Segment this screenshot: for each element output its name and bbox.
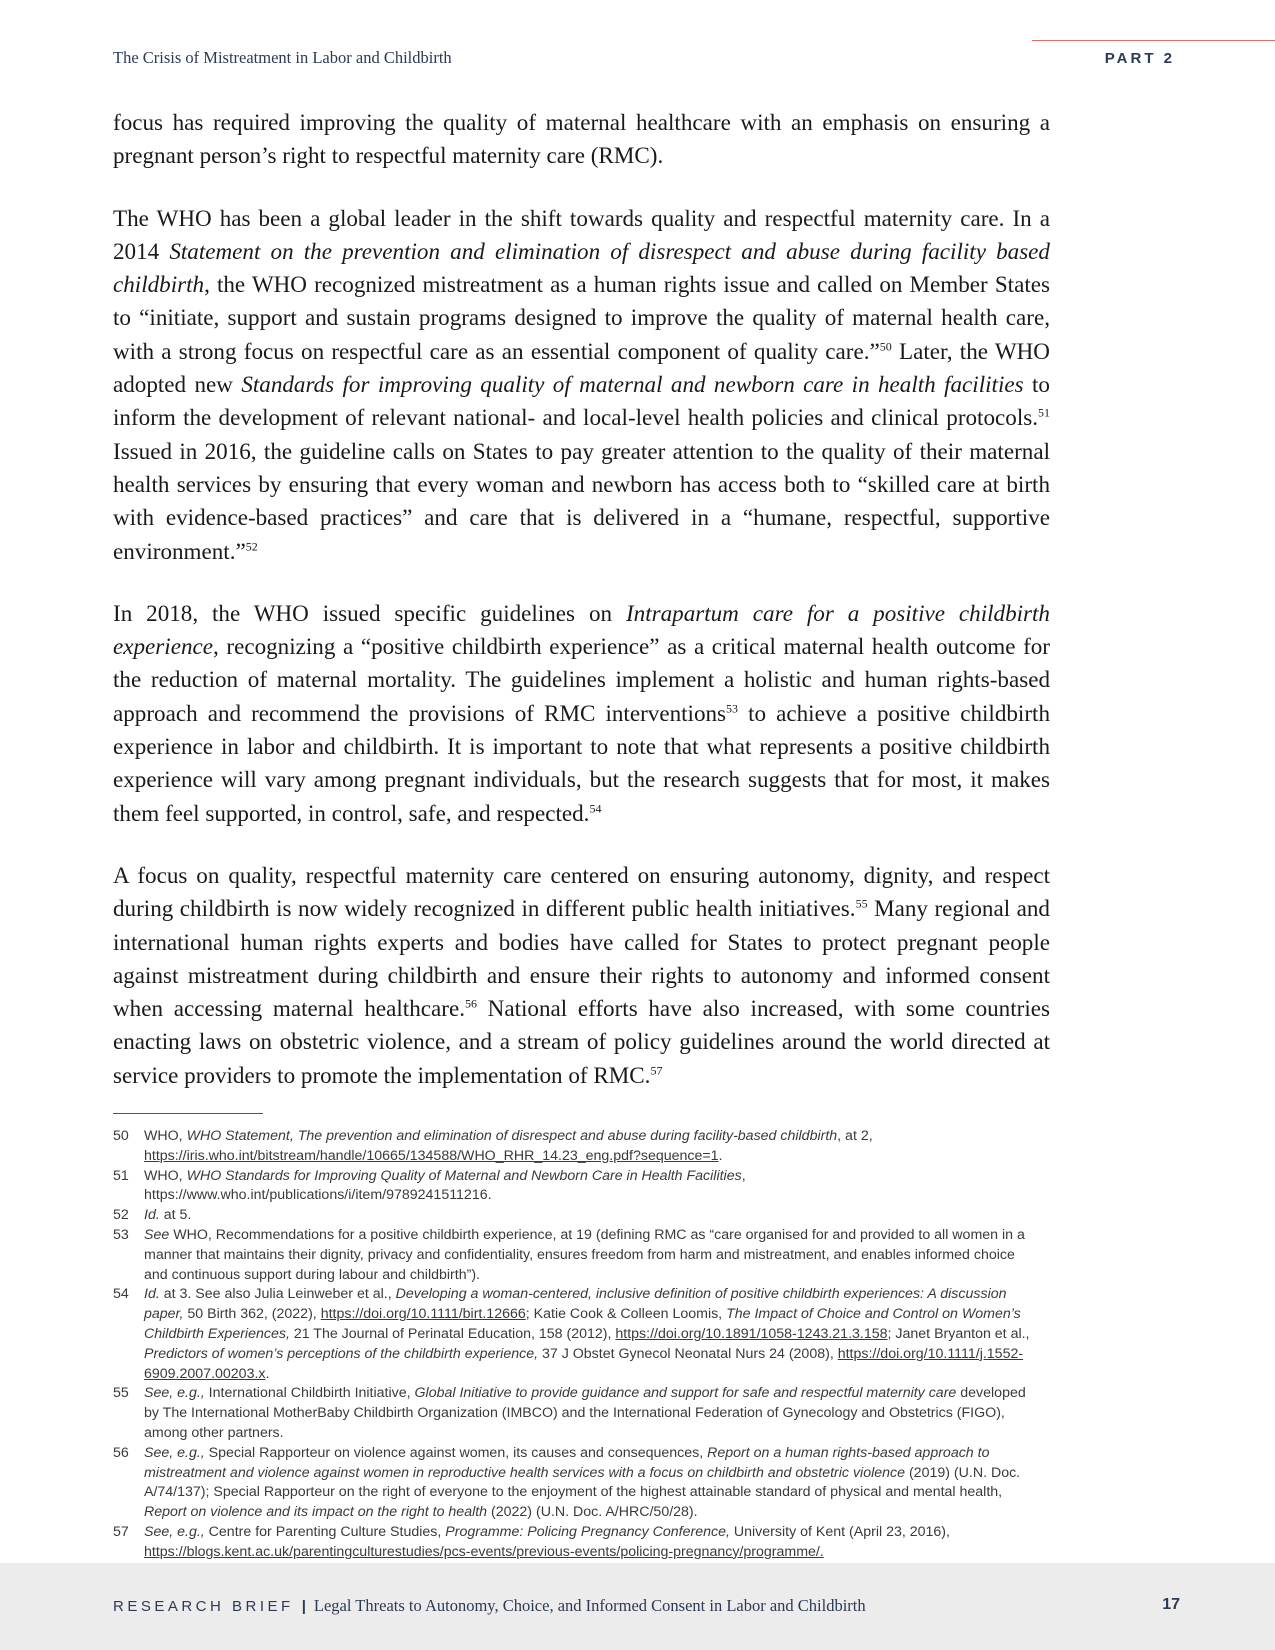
footnote-link[interactable]: https://doi.org/10.1111/birt.12666 [320,1306,526,1323]
text-run: International Childbirth Initiative, [204,1385,415,1402]
text-run: WHO, [144,1128,187,1144]
italic-id: Id. [144,1207,160,1224]
footnote-link[interactable]: https://doi.org/10.1891/1058-1243.21.3.158 [615,1325,888,1342]
footnote-text [144,1384,1038,1443]
footnote-ref-51[interactable]: 51 [1038,405,1050,420]
italic-title: WHO Standards for Improving Quality of Maternal and Newborn Care in Health Facilities [186,1167,742,1184]
text-run: National efforts have also increased, with some countries enacting laws on obstetric violence, and a stream of policy guidelines around the world directed at service providers to promote the implementation of RMC. [113,995,1050,1088]
text-run: A focus on quality, respectful maternity care centered on ensuring autonomy, dignity, and respect during childbirth is now widely recognized in different public health initiatives. [113,861,1050,922]
text-run: 21 The Journal of Perinatal Education, 158 (2012), [289,1325,616,1342]
italic-title: Predictors of women’s perceptions of the childbirth experience, [144,1345,539,1362]
footnote-51 [113,1167,1038,1207]
page-number: 17 [1162,1596,1180,1613]
footnote-number: 56 [113,1444,129,1461]
text-run: The WHO has been a global leader in the shift towards quality and respectful maternity care. In a 2014 [113,204,1050,264]
footer-brief [113,1596,866,1616]
text-run: Special Rapporteur on violence against women, its causes and consequences, [204,1444,708,1461]
body-text [113,106,1050,1121]
text-run: University of Kent (April 23, 2016), [729,1523,950,1540]
footnote-link[interactable]: https://doi.org/10.1111/j.1552-6909.2007.00203.x [144,1345,1024,1382]
text-run: . [718,1147,723,1164]
text-run: , recognizing a “positive childbirth experience” as a critical maternal health outcome for the reduction of maternal mortality. The guidelines implement a holistic and human rights-based approach and recommend the provisions of RMC interventions [113,633,1050,726]
text-run: WHO, [144,1167,187,1184]
footnote-53 [113,1226,1038,1285]
text-run: at 3. See also Julia Leinweber et al., [159,1286,396,1303]
footnote-57 [113,1523,1038,1563]
text-run: In 2018, the WHO issued specific guidelines on [113,599,626,626]
italic-signal: See [144,1226,170,1243]
footnote-ref-57[interactable]: 57 [650,1063,663,1078]
text-run: Many regional and international human rights experts and bodies have called for States to protect pregnant people against mistreatment during childbirth and ensure their rights to autonomy and informed consent when accessing maternal healthcare. [113,895,1050,1022]
footnote-text [144,1127,1038,1167]
paragraph-2 [113,202,1050,568]
footnote-number: 57 [113,1523,129,1540]
text-run: (2019) (U.N. Doc. A/74/137); Special Rapporteur on the right of everyone to the enjoyment of the highest attainable standard of physical and mental health, [144,1464,1021,1501]
footer-brief-label: RESEARCH BRIEF [113,1598,294,1615]
footnote-50 [113,1127,1038,1167]
footnote-number: 50 [113,1128,129,1144]
page-footer [0,1563,1275,1650]
text-run: to achieve a positive childbirth experience in labor and childbirth. It is important to note that what represents a positive childbirth experience will vary among pregnant individuals, but the research suggests that for most, it makes them feel supported, in control, safe, and respected. [113,699,1050,826]
footnote-text [144,1206,1038,1226]
paragraph-3 [113,597,1050,830]
footnote-text [144,1167,1038,1207]
footnote-link[interactable]: https://iris.who.int/bitstream/handle/10665/134588/WHO_RHR_14.23_eng.pdf?sequence=1 [144,1147,719,1164]
text-run: developed by The International MotherBaby Childbirth Organization (IMBCO) and the International Federation of Gynecology and Obstetrics (FIGO), among other partners. [144,1385,1026,1441]
footnote-ref-55[interactable]: 55 [855,896,868,911]
text-run: (2022) (U.N. Doc. A/HRC/50/28). [487,1504,698,1521]
text-run: , the WHO recognized mistreatment as a human rights issue and called on Member States to “initiate, support and sustain programs designed to improve the quality of maternal health care, with a strong focus on respectful care as an essential component of quality care.” [113,271,1050,364]
italic-title: Developing a woman-centered, inclusive definition of positive childbirth experiences: A discussion paper, [144,1286,1007,1323]
running-header-part: PART 2 [1104,50,1175,67]
footnote-52 [113,1206,1038,1226]
footnote-number: 55 [113,1385,129,1402]
footnote-number: 52 [113,1207,129,1224]
italic-title: Global Initiative to provide guidance and support for safe and respectful maternity care [414,1385,957,1402]
italic-title: Statement on the prevention and elimination of disrespect and abuse during facility based childbirth [113,237,1050,298]
text-run: to inform the development of relevant national- and local-level health policies and clinical protocols. [113,371,1050,431]
footnote-55 [113,1384,1038,1443]
italic-title: WHO Statement, The prevention and elimination of disrespect and abuse during facility-based childbirth [186,1128,838,1144]
text-run: Issued in 2016, the guideline calls on States to pay greater attention to the quality of their maternal health services by ensuring that every woman and newborn has access both to “skilled care at birth with evidence-based practices” and care that is delivered in a “humane, respectful, supportive environment.” [113,437,1050,564]
text-run: 37 J Obstet Gynecol Neonatal Nurs 24 (2008), [538,1345,838,1362]
italic-signal: See, e.g., [144,1444,205,1461]
italic-id: Id. [144,1286,160,1303]
footnote-ref-52[interactable]: 52 [245,538,258,553]
footnote-link[interactable]: https://blogs.kent.ac.uk/parentingculturestudies/pcs-events/previous-events/policing-pregnancy/programme/. [144,1543,824,1560]
italic-title: Standards for improving quality of maternal and newborn care in health facilities [241,371,1024,398]
footnote-number: 53 [113,1226,129,1243]
footnote-ref-50[interactable]: 50 [879,339,892,354]
text-run: at 5. [159,1207,192,1224]
footnotes [113,1127,1038,1563]
footnote-ref-56[interactable]: 56 [464,996,477,1011]
footnote-separator [113,1113,263,1114]
text-run: Centre for Parenting Culture Studies, [204,1523,446,1540]
text-run: ; Katie Cook & Colleen Loomis, [525,1306,727,1323]
footer-title: Legal Threats to Autonomy, Choice, and Informed Consent in Labor and Childbirth [313,1596,866,1615]
text-run: , at 2, [837,1128,873,1144]
paragraph-1: focus has required improving the quality of maternal healthcare with an emphasis on ensuring a pregnant person’s right to respectful maternity care (RMC). [113,109,1050,169]
footnote-text [144,1285,1038,1384]
footnote-text [144,1523,1038,1563]
italic-title: Programme: Policing Pregnancy Conference, [445,1523,730,1540]
italic-signal: See, e.g., [144,1523,205,1540]
italic-title: The Impact of Choice and Control on Women’s Childbirth Experiences, [144,1306,1021,1342]
footnote-number: 51 [113,1167,129,1184]
text-run: , https://www.who.int/publications/i/item/9789241511216. [144,1167,746,1204]
footnote-ref-53[interactable]: 53 [726,701,739,716]
paragraph-4 [113,859,1050,1092]
footnote-text [144,1226,1038,1285]
text-run: 50 Birth 362, (2022), [183,1306,321,1323]
footnote-ref-54[interactable]: 54 [589,800,602,815]
footnote-text [144,1444,1038,1523]
text-run: ; Janet Bryanton et al., [887,1325,1030,1342]
text-run: . [265,1365,270,1382]
footnote-56 [113,1444,1038,1523]
italic-signal: See, e.g., [144,1385,205,1402]
italic-title: Report on a human rights-based approach to mistreatment and violence against women in reproductive health services with a focus on childbirth and obstetric violence [144,1444,990,1481]
text-run: WHO, Recommendations for a positive childbirth experience, at 19 (defining RMC as “care organised for and provided to all women in a manner that maintains their dignity, privacy and confidentiality, ensures freedom from harm and mistreatment, and enables informed choice and continuous support during labour and childbirth”). [144,1226,1025,1283]
header-accent-rule [1032,40,1275,41]
running-header-title: The Crisis of Mistreatment in Labor and Childbirth [113,48,452,67]
footnote-number: 54 [113,1286,129,1303]
italic-title: Intrapartum care for a positive childbirth experience [113,599,1050,660]
text-run: Later, the WHO adopted new [113,337,1050,398]
footnote-54 [113,1285,1038,1384]
footer-separator: | [301,1598,306,1615]
italic-title: Report on violence and its impact on the right to health [144,1504,488,1521]
